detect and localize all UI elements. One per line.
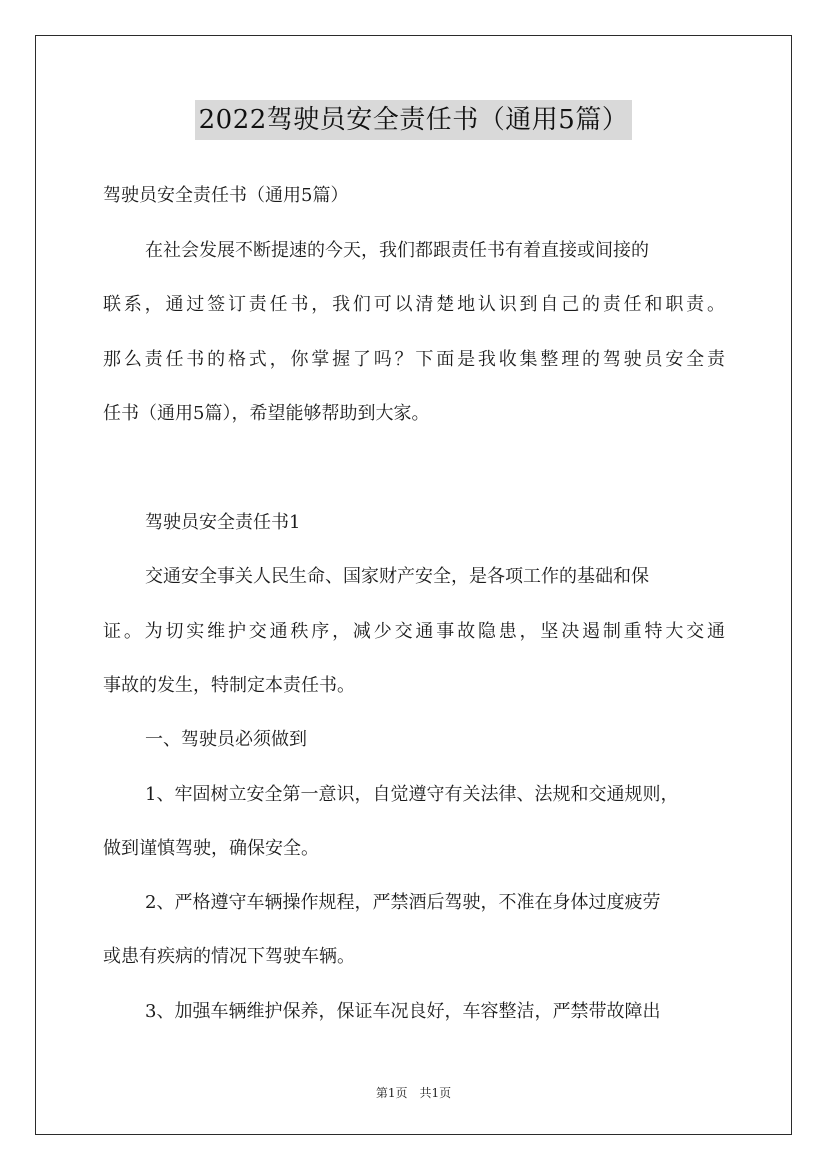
item2-line-2: 或患有疾病的情况下驾驶车辆。	[103, 946, 355, 967]
document-subtitle: 驾驶员安全责任书（通用5篇）	[103, 185, 349, 206]
item3-line-1: 3、加强车辆维护保养，保证车况良好，车容整洁，严禁带故障出	[145, 1001, 661, 1022]
para1-line-3: 事故的发生，特制定本责任书。	[103, 675, 355, 696]
item2-line-1: 2、严格遵守车辆操作规程，严禁酒后驾驶，不准在身体过度疲劳	[145, 892, 661, 913]
intro-line-4: 任书（通用5篇），希望能够帮助到大家。	[103, 403, 430, 424]
intro-line-2: 联系，通过签订责任书，我们可以清楚地认识到自己的责任和职责。	[103, 294, 725, 315]
intro-line-3: 那么责任书的格式，你掌握了吗？下面是我收集整理的驾驶员安全责	[103, 349, 725, 370]
item1-line-1: 1、牢固树立安全第一意识，自觉遵守有关法律、法规和交通规则，	[145, 784, 679, 805]
para1-line-2: 证。为切实维护交通秩序，减少交通事故隐患，坚决遏制重特大交通	[103, 621, 725, 642]
document-title: 2022驾驶员安全责任书（通用5篇）	[195, 100, 633, 140]
intro-line-1: 在社会发展不断提速的今天，我们都跟责任书有着直接或间接的	[145, 240, 649, 261]
item1-line-2: 做到谨慎驾驶，确保安全。	[103, 838, 319, 859]
page-number-footer: 第1页 共1页	[375, 1086, 452, 1100]
para1-line-1: 交通安全事关人民生命、国家财产安全，是各项工作的基础和保	[145, 566, 649, 587]
title-container	[0, 100, 827, 140]
subheading: 一、驾驶员必须做到	[145, 729, 307, 750]
section-heading: 驾驶员安全责任书1	[145, 512, 301, 533]
